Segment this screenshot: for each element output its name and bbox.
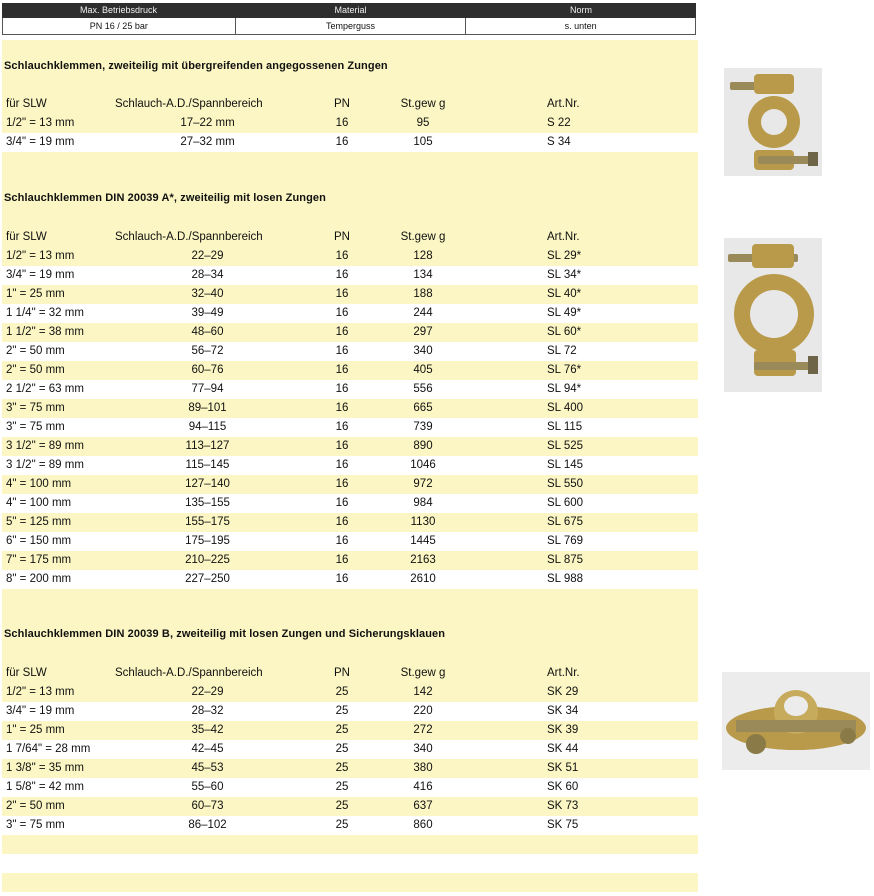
col-pn-cell: 16 bbox=[335, 136, 349, 148]
col-range-cell: 86–102 bbox=[188, 819, 227, 831]
spacer-band bbox=[2, 40, 698, 59]
col-range-cell: 28–34 bbox=[191, 269, 224, 281]
col-weight-cell: 340 bbox=[413, 743, 433, 755]
spacer-band bbox=[2, 873, 698, 892]
col-slw-cell: 4" = 100 mm bbox=[6, 497, 72, 509]
table-row bbox=[2, 285, 698, 304]
col-artnr-cell: SK 34 bbox=[547, 705, 579, 717]
col-slw-cell: 3/4" = 19 mm bbox=[6, 705, 75, 717]
col-pn-cell: 16 bbox=[335, 383, 349, 395]
table-row bbox=[2, 759, 698, 778]
col-artnr-cell: SK 73 bbox=[547, 800, 579, 812]
col-slw-cell: 8" = 200 mm bbox=[6, 573, 72, 585]
col-pn-cell: 16 bbox=[335, 326, 349, 338]
column-header-row bbox=[2, 95, 698, 114]
col-pn-cell: 25 bbox=[335, 819, 349, 831]
col-range-cell: 127–140 bbox=[185, 478, 230, 490]
spacer-band bbox=[2, 76, 698, 95]
col-slw-cell: 1 5/8" = 42 mm bbox=[6, 781, 84, 793]
col-slw-cell: 3" = 75 mm bbox=[6, 421, 65, 433]
header-value-pressure: PN 16 / 25 bar bbox=[3, 18, 236, 34]
table-row bbox=[2, 816, 698, 835]
col-slw-cell: 1" = 25 mm bbox=[6, 724, 65, 736]
col-weight-cell: 134 bbox=[413, 269, 433, 281]
spacer-band bbox=[2, 171, 698, 190]
col-slw-cell: 3 1/2" = 89 mm bbox=[6, 440, 84, 452]
col-weight-cell: 556 bbox=[413, 383, 433, 395]
col-weight-cell: 665 bbox=[413, 402, 433, 414]
header-value-material: Temperguss bbox=[236, 18, 467, 34]
col-range-cell: 155–175 bbox=[185, 516, 230, 528]
col-pn-cell: 25 bbox=[335, 800, 349, 812]
col-slw-cell: 3" = 75 mm bbox=[6, 402, 65, 414]
table-row bbox=[2, 513, 698, 532]
col-slw-cell: 1/2" = 13 mm bbox=[6, 250, 75, 262]
col-weight-cell: 105 bbox=[413, 136, 433, 148]
spec-header-values bbox=[2, 18, 696, 35]
col-slw-cell: 2" = 50 mm bbox=[6, 364, 65, 376]
col-artnr-cell: SL 34* bbox=[547, 269, 582, 281]
spacer-band bbox=[2, 210, 698, 228]
col-pn-cell: 16 bbox=[335, 307, 349, 319]
col-slw-cell: 1 1/4" = 32 mm bbox=[6, 307, 84, 319]
table-row bbox=[2, 551, 698, 570]
table-row bbox=[2, 323, 698, 342]
col-slw-cell: 2 1/2" = 63 mm bbox=[6, 383, 84, 395]
table-row bbox=[2, 494, 698, 513]
spacer-band bbox=[2, 835, 698, 854]
col-pn-cell: 25 bbox=[335, 724, 349, 736]
table-row bbox=[2, 437, 698, 456]
col-pn-cell: 16 bbox=[335, 345, 349, 357]
col-weight-cell: 244 bbox=[413, 307, 433, 319]
table-row bbox=[2, 683, 698, 702]
col-artnr-cell: SK 75 bbox=[547, 819, 579, 831]
col-weight-cell: 297 bbox=[413, 326, 433, 338]
col-weight-cell: St.gew g bbox=[400, 667, 446, 679]
col-weight-cell: 984 bbox=[413, 497, 433, 509]
spec-header-table bbox=[2, 3, 696, 35]
col-weight-cell: 380 bbox=[413, 762, 433, 774]
table-row bbox=[2, 399, 698, 418]
col-pn-cell: 16 bbox=[335, 535, 349, 547]
col-weight-cell: 972 bbox=[413, 478, 433, 490]
col-weight-cell: 739 bbox=[413, 421, 433, 433]
table-row bbox=[2, 475, 698, 494]
col-artnr-cell: SL 145 bbox=[547, 459, 584, 471]
col-weight-cell: 340 bbox=[413, 345, 433, 357]
col-range-cell: 22–29 bbox=[191, 686, 224, 698]
col-slw-cell: 2" = 50 mm bbox=[6, 345, 65, 357]
col-artnr-cell: SL 60* bbox=[547, 326, 582, 338]
col-artnr-cell: SK 60 bbox=[547, 781, 579, 793]
col-range-cell: 48–60 bbox=[191, 326, 224, 338]
section-title: Schlauchklemmen DIN 20039 B, zweiteilig mit losen Zungen und Sicherungsklauen bbox=[4, 628, 446, 640]
col-artnr-cell: SL 29* bbox=[547, 250, 582, 262]
col-range-cell: 113–127 bbox=[185, 440, 230, 452]
col-pn-cell: 16 bbox=[335, 364, 349, 376]
col-slw-cell: 1" = 25 mm bbox=[6, 288, 65, 300]
spacer-band bbox=[2, 648, 698, 664]
col-weight-cell: 95 bbox=[416, 117, 430, 129]
col-weight-cell: 860 bbox=[413, 819, 433, 831]
col-pn-cell: 16 bbox=[335, 459, 349, 471]
col-weight-cell: 416 bbox=[413, 781, 433, 793]
table-row bbox=[2, 721, 698, 740]
col-slw-cell: 3" = 75 mm bbox=[6, 819, 65, 831]
col-weight-cell: 1046 bbox=[410, 459, 436, 471]
spacer-band bbox=[2, 608, 698, 627]
table-row bbox=[2, 304, 698, 323]
col-artnr-cell: Art.Nr. bbox=[547, 231, 580, 243]
col-artnr-cell: SL 40* bbox=[547, 288, 582, 300]
col-range-cell: 45–53 bbox=[191, 762, 224, 774]
col-artnr-cell: Art.Nr. bbox=[547, 98, 580, 110]
col-pn-cell: 16 bbox=[335, 554, 349, 566]
col-slw-cell: 1/2" = 13 mm bbox=[6, 686, 75, 698]
col-slw-cell: 5" = 125 mm bbox=[6, 516, 72, 528]
col-range-cell: 22–29 bbox=[191, 250, 224, 262]
col-artnr-cell: SL 400 bbox=[547, 402, 584, 414]
col-slw-cell: 1 1/2" = 38 mm bbox=[6, 326, 84, 338]
col-artnr-cell: SK 51 bbox=[547, 762, 579, 774]
header-label-norm: Norm bbox=[570, 5, 592, 15]
col-slw-cell: 1 7/64" = 28 mm bbox=[6, 743, 91, 755]
col-weight-cell: 188 bbox=[413, 288, 433, 300]
table-row bbox=[2, 380, 698, 399]
col-artnr-cell: SL 115 bbox=[547, 421, 583, 433]
col-pn-cell: 16 bbox=[335, 250, 349, 262]
col-range-cell: 210–225 bbox=[185, 554, 230, 566]
col-range-cell: 55–60 bbox=[191, 781, 224, 793]
col-pn-cell: 25 bbox=[335, 686, 349, 698]
col-artnr-cell: SL 550 bbox=[547, 478, 584, 490]
spacer-band bbox=[2, 589, 698, 608]
col-artnr-cell: Art.Nr. bbox=[547, 667, 580, 679]
table-row bbox=[2, 702, 698, 721]
col-artnr-cell: SL 525 bbox=[547, 440, 584, 452]
table-row bbox=[2, 361, 698, 380]
table-row bbox=[2, 456, 698, 475]
col-slw-cell: für SLW bbox=[6, 667, 47, 679]
col-artnr-cell: SL 94* bbox=[547, 383, 582, 395]
col-range-cell: 32–40 bbox=[191, 288, 224, 300]
table-row bbox=[2, 114, 698, 133]
col-range-cell: 60–73 bbox=[191, 800, 224, 812]
table-row bbox=[2, 740, 698, 759]
header-label-material: Material bbox=[334, 5, 367, 15]
table-row bbox=[2, 532, 698, 551]
table-row bbox=[2, 266, 698, 285]
col-weight-cell: 890 bbox=[413, 440, 433, 452]
col-pn-cell: 16 bbox=[335, 497, 349, 509]
col-pn-cell: 25 bbox=[335, 762, 349, 774]
col-range-cell: 28–32 bbox=[191, 705, 224, 717]
col-slw-cell: für SLW bbox=[6, 98, 47, 110]
col-artnr-cell: SL 875 bbox=[547, 554, 584, 566]
col-range-cell: 115–145 bbox=[185, 459, 230, 471]
col-range-cell: 27–32 mm bbox=[180, 136, 235, 148]
col-range-cell: 39–49 bbox=[191, 307, 224, 319]
col-pn-cell: PN bbox=[334, 98, 350, 110]
col-artnr-cell: SL 600 bbox=[547, 497, 584, 509]
col-pn-cell: 16 bbox=[335, 421, 349, 433]
column-header-row bbox=[2, 228, 698, 247]
clamp-s-image bbox=[724, 68, 822, 176]
col-slw-cell: 1/2" = 13 mm bbox=[6, 117, 75, 129]
col-range-cell: 35–42 bbox=[191, 724, 224, 736]
col-range-cell: 60–76 bbox=[191, 364, 224, 376]
col-slw-cell: 1 3/8" = 35 mm bbox=[6, 762, 84, 774]
col-range-cell: 17–22 mm bbox=[180, 117, 235, 129]
spec-header-labels bbox=[2, 3, 696, 18]
col-slw-cell: 3/4" = 19 mm bbox=[6, 136, 75, 148]
section-title: Schlauchklemmen DIN 20039 A*, zweiteilig mit losen Zungen bbox=[4, 192, 326, 204]
table-row bbox=[2, 797, 698, 816]
col-artnr-cell: SK 44 bbox=[547, 743, 579, 755]
col-pn-cell: 16 bbox=[335, 440, 349, 452]
col-weight-cell: 405 bbox=[413, 364, 433, 376]
col-pn-cell: 25 bbox=[335, 705, 349, 717]
col-range-cell: 42–45 bbox=[191, 743, 224, 755]
col-artnr-cell: SL 72 bbox=[547, 345, 577, 357]
col-slw-cell: 3 1/2" = 89 mm bbox=[6, 459, 84, 471]
col-weight-cell: 220 bbox=[413, 705, 433, 717]
col-pn-cell: PN bbox=[334, 667, 350, 679]
col-range-cell: Schlauch-A.D./Spannbereich bbox=[115, 231, 263, 243]
spacer-band bbox=[2, 152, 698, 171]
col-weight-cell: 2163 bbox=[410, 554, 436, 566]
col-weight-cell: 1445 bbox=[410, 535, 436, 547]
col-pn-cell: 16 bbox=[335, 573, 349, 585]
table-row bbox=[2, 133, 698, 152]
col-range-cell: 56–72 bbox=[191, 345, 224, 357]
col-slw-cell: 3/4" = 19 mm bbox=[6, 269, 75, 281]
col-artnr-cell: SL 769 bbox=[547, 535, 584, 547]
col-slw-cell: für SLW bbox=[6, 231, 47, 243]
clamp-sl-image bbox=[724, 238, 822, 392]
col-range-cell: 77–94 bbox=[191, 383, 224, 395]
col-artnr-cell: SL 675 bbox=[547, 516, 584, 528]
table-row bbox=[2, 247, 698, 266]
col-pn-cell: 16 bbox=[335, 288, 349, 300]
header-value-norm: s. unten bbox=[564, 21, 597, 31]
col-weight-cell: 1130 bbox=[410, 516, 436, 528]
col-artnr-cell: SK 29 bbox=[547, 686, 579, 698]
col-pn-cell: 25 bbox=[335, 781, 349, 793]
col-artnr-cell: S 22 bbox=[547, 117, 571, 129]
col-pn-cell: 16 bbox=[335, 478, 349, 490]
col-range-cell: 227–250 bbox=[185, 573, 230, 585]
col-range-cell: 175–195 bbox=[185, 535, 230, 547]
col-pn-cell: 16 bbox=[335, 402, 349, 414]
col-range-cell: Schlauch-A.D./Spannbereich bbox=[115, 667, 263, 679]
col-weight-cell: St.gew g bbox=[400, 98, 446, 110]
col-weight-cell: 128 bbox=[413, 250, 433, 262]
col-range-cell: 89–101 bbox=[188, 402, 227, 414]
col-artnr-cell: SL 988 bbox=[547, 573, 584, 585]
table-row bbox=[2, 570, 698, 589]
col-slw-cell: 2" = 50 mm bbox=[6, 800, 65, 812]
col-slw-cell: 6" = 150 mm bbox=[6, 535, 72, 547]
table-row bbox=[2, 342, 698, 361]
col-pn-cell: 16 bbox=[335, 117, 349, 129]
col-pn-cell: 16 bbox=[335, 269, 349, 281]
col-pn-cell: 16 bbox=[335, 516, 349, 528]
col-weight-cell: 142 bbox=[413, 686, 433, 698]
col-artnr-cell: S 34 bbox=[547, 136, 571, 148]
col-weight-cell: 2610 bbox=[410, 573, 436, 585]
col-slw-cell: 4" = 100 mm bbox=[6, 478, 72, 490]
table-row bbox=[2, 778, 698, 797]
col-artnr-cell: SK 39 bbox=[547, 724, 579, 736]
col-pn-cell: PN bbox=[334, 231, 350, 243]
section-title: Schlauchklemmen, zweiteilig mit übergreifenden angegossenen Zungen bbox=[4, 60, 388, 72]
col-range-cell: 94–115 bbox=[188, 421, 227, 433]
clamp-sk-image bbox=[722, 672, 870, 770]
col-artnr-cell: SL 49* bbox=[547, 307, 582, 319]
col-weight-cell: 272 bbox=[413, 724, 433, 736]
col-artnr-cell: SL 76* bbox=[547, 364, 582, 376]
col-pn-cell: 25 bbox=[335, 743, 349, 755]
column-header-row bbox=[2, 664, 698, 683]
col-weight-cell: 637 bbox=[413, 800, 433, 812]
header-label-pressure: Max. Betriebsdruck bbox=[79, 5, 158, 15]
table-row bbox=[2, 418, 698, 437]
col-slw-cell: 7" = 175 mm bbox=[6, 554, 72, 566]
col-range-cell: Schlauch-A.D./Spannbereich bbox=[115, 98, 263, 110]
col-range-cell: 135–155 bbox=[185, 497, 230, 509]
col-weight-cell: St.gew g bbox=[400, 231, 446, 243]
